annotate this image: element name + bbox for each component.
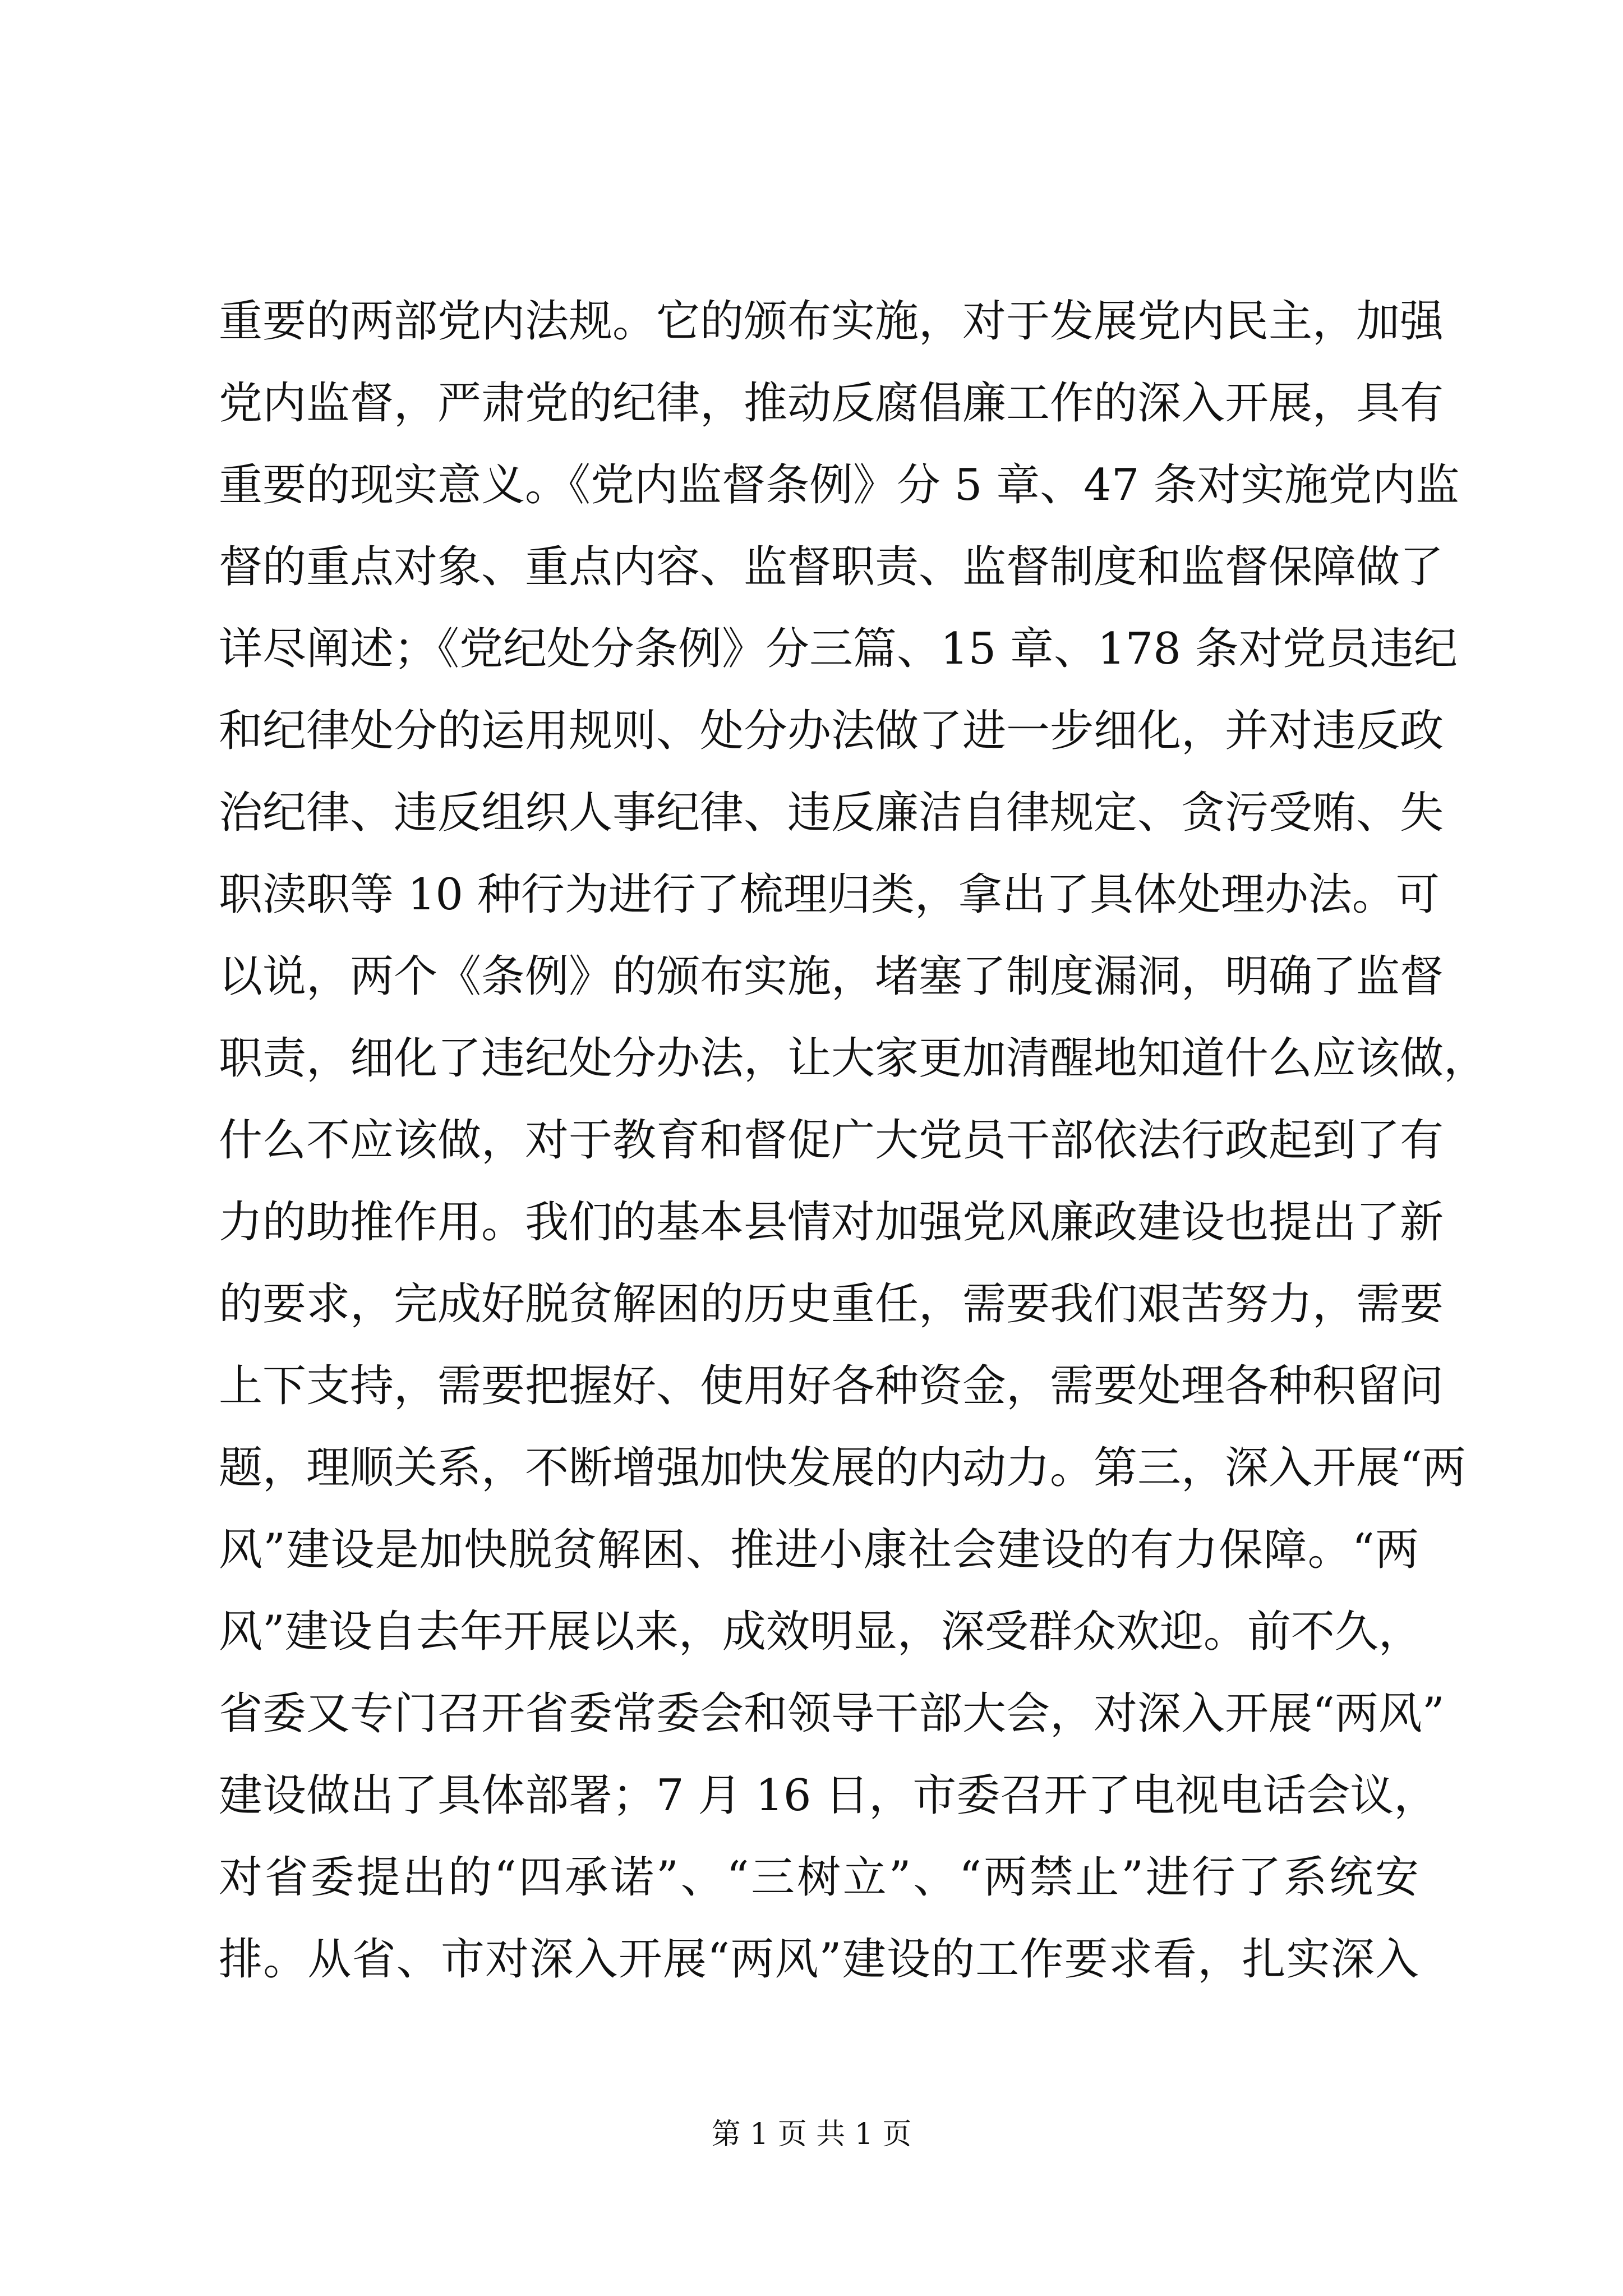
text-line: 详尽阐述；《党纪处分条例》分三篇、15 章、178 条对党员违纪 bbox=[219, 624, 1458, 674]
text-line: 治纪律、违反组织人事纪律、违反廉洁自律规定、贪污受贿、失 bbox=[219, 788, 1444, 838]
text-line: 重要的两部党内法规。它的颁布实施，对于发展党内民主，加强 bbox=[219, 296, 1444, 347]
text-line: 的要求，完成好脱贫解困的历史重任，需要我们艰苦努力，需要 bbox=[219, 1279, 1444, 1329]
text-line: 力的助推作用。我们的基本县情对加强党风廉政建设也提出了新 bbox=[219, 1197, 1444, 1248]
text-line: 风”建设自去年开展以来，成效明显，深受群众欢迎。前不久， bbox=[219, 1607, 1422, 1657]
text-line: 党内监督，严肃党的纪律，推动反腐倡廉工作的深入开展，具有 bbox=[219, 378, 1444, 429]
text-line: 省委又专门召开省委常委会和领导干部大会，对深入开展“两风” bbox=[219, 1688, 1445, 1739]
page-number-label: 第 1 页 共 1 页 bbox=[711, 2118, 912, 2151]
body-paragraph bbox=[219, 280, 1488, 2000]
text-line: 和纪律处分的运用规则、处分办法做了进一步细化，并对违反政 bbox=[219, 706, 1444, 756]
text-line: 重要的现实意义。《党内监督条例》分 5 章、47 条对实施党内监 bbox=[219, 460, 1460, 510]
text-line: 职责，细化了违纪处分办法，让大家更加清醒地知道什么应该做， bbox=[219, 1033, 1488, 1084]
text-line: 以说，两个《条例》的颁布实施，堵塞了制度漏洞，明确了监督 bbox=[219, 951, 1444, 1002]
page-footer bbox=[0, 2115, 1623, 2154]
text-line: 排。从省、市对深入开展“两风”建设的工作要求看，扎实深入 bbox=[219, 1934, 1419, 1985]
text-line: 什么不应该做，对于教育和督促广大党员干部依法行政起到了有 bbox=[219, 1115, 1444, 1166]
text-line: 督的重点对象、重点内容、监督职责、监督制度和监督保障做了 bbox=[219, 542, 1444, 592]
text-line: 建设做出了具体部署；7 月 16 日，市委召开了电视电话会议， bbox=[219, 1770, 1438, 1821]
text-line: 职渎职等 10 种行为进行了梳理归类，拿出了具体处理办法。可 bbox=[219, 869, 1440, 920]
text-line: 上下支持，需要把握好、使用好各种资金，需要处理各种积留问 bbox=[219, 1361, 1444, 1411]
text-line: 风”建设是加快脱贫解困、推进小康社会建设的有力保障。“两 bbox=[219, 1525, 1419, 1575]
text-line: 题，理顺关系，不断增强加快发展的内动力。第三，深入开展“两 bbox=[219, 1443, 1466, 1493]
text-line: 对省委提出的“四承诺”、“三树立”、“两禁止”进行了系统安 bbox=[219, 1852, 1419, 1903]
